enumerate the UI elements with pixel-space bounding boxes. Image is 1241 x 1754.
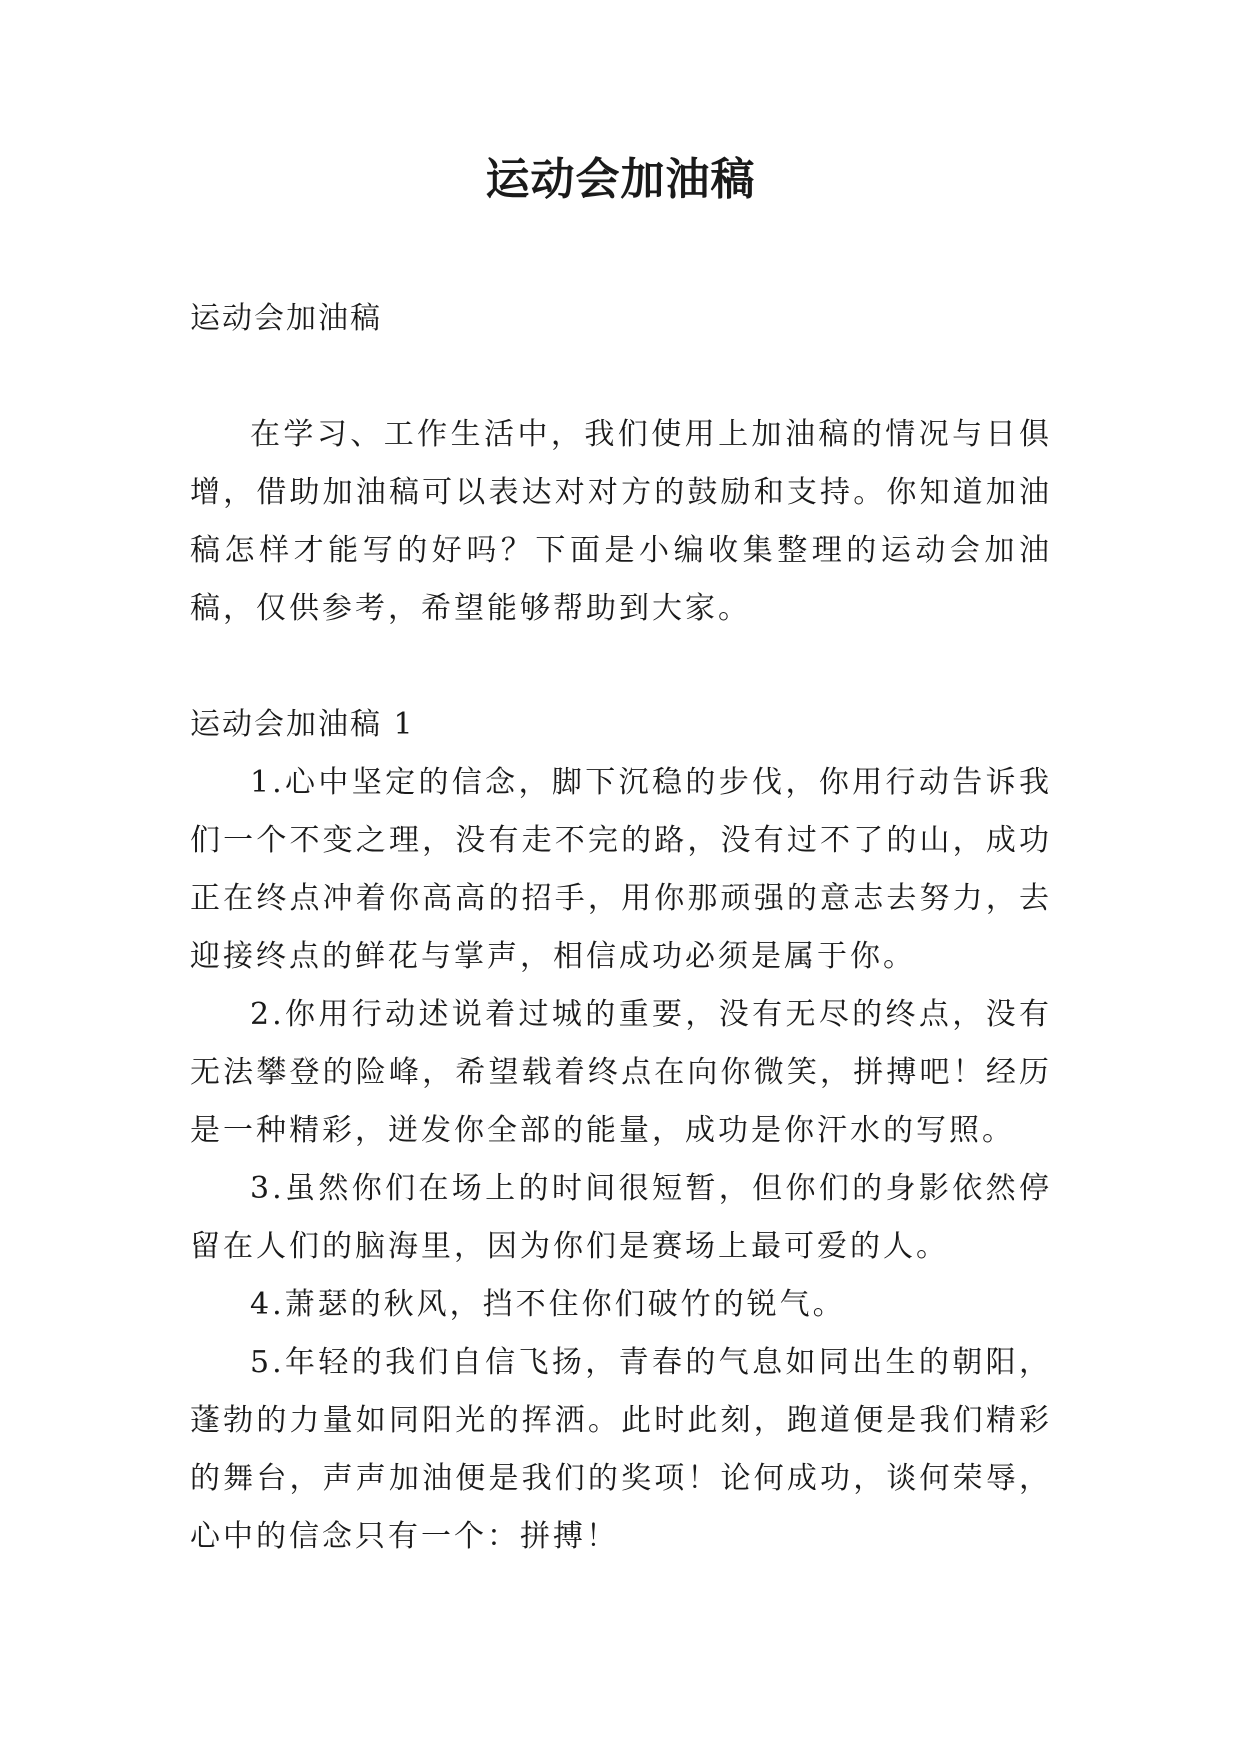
document-body [190, 290, 1052, 1566]
list-item: 3.虽然你们在场上的时间很短暂，但你们的身影依然停留在人们的脑海里，因为你们是赛场上最可爱的人。 [190, 1171, 1052, 1264]
list-item: 5.年轻的我们自信飞扬，青春的气息如同出生的朝阳，蓬勃的力量如同阳光的挥洒。此时此刻，跑道便是我们精彩的舞台，声声加油便是我们的奖项！论何成功，谈何荣辱，心中的信念只有一个：拼搏！ [190, 1345, 1052, 1554]
list-item: 4.萧瑟的秋风，挡不住你们破竹的锐气。 [250, 1287, 846, 1322]
list-item: 2.你用行动述说着过城的重要，没有无尽的终点，没有无法攀登的险峰，希望载着终点在向你微笑，拼搏吧！经历是一种精彩，迸发你全部的能量，成功是你汗水的写照。 [190, 997, 1052, 1148]
intro-paragraph: 在学习、工作生活中，我们使用上加油稿的情况与日俱增，借助加油稿可以表达对对方的鼓励和支持。你知道加油稿怎样才能写的好吗？下面是小编收集整理的运动会加油稿，仅供参考，希望能够帮助到大家。 [190, 417, 1052, 626]
document-subtitle: 运动会加油稿 [190, 301, 382, 336]
section-heading: 运动会加油稿 1 [190, 707, 415, 742]
document-title: 运动会加油稿 [485, 154, 756, 205]
list-item: 1.心中坚定的信念，脚下沉稳的步伐，你用行动告诉我们一个不变之理，没有走不完的路，没有过不了的山，成功正在终点冲着你高高的招手，用你那顽强的意志去努力，去迎接终点的鲜花与掌声，相信成功必须是属于你。 [190, 765, 1052, 974]
